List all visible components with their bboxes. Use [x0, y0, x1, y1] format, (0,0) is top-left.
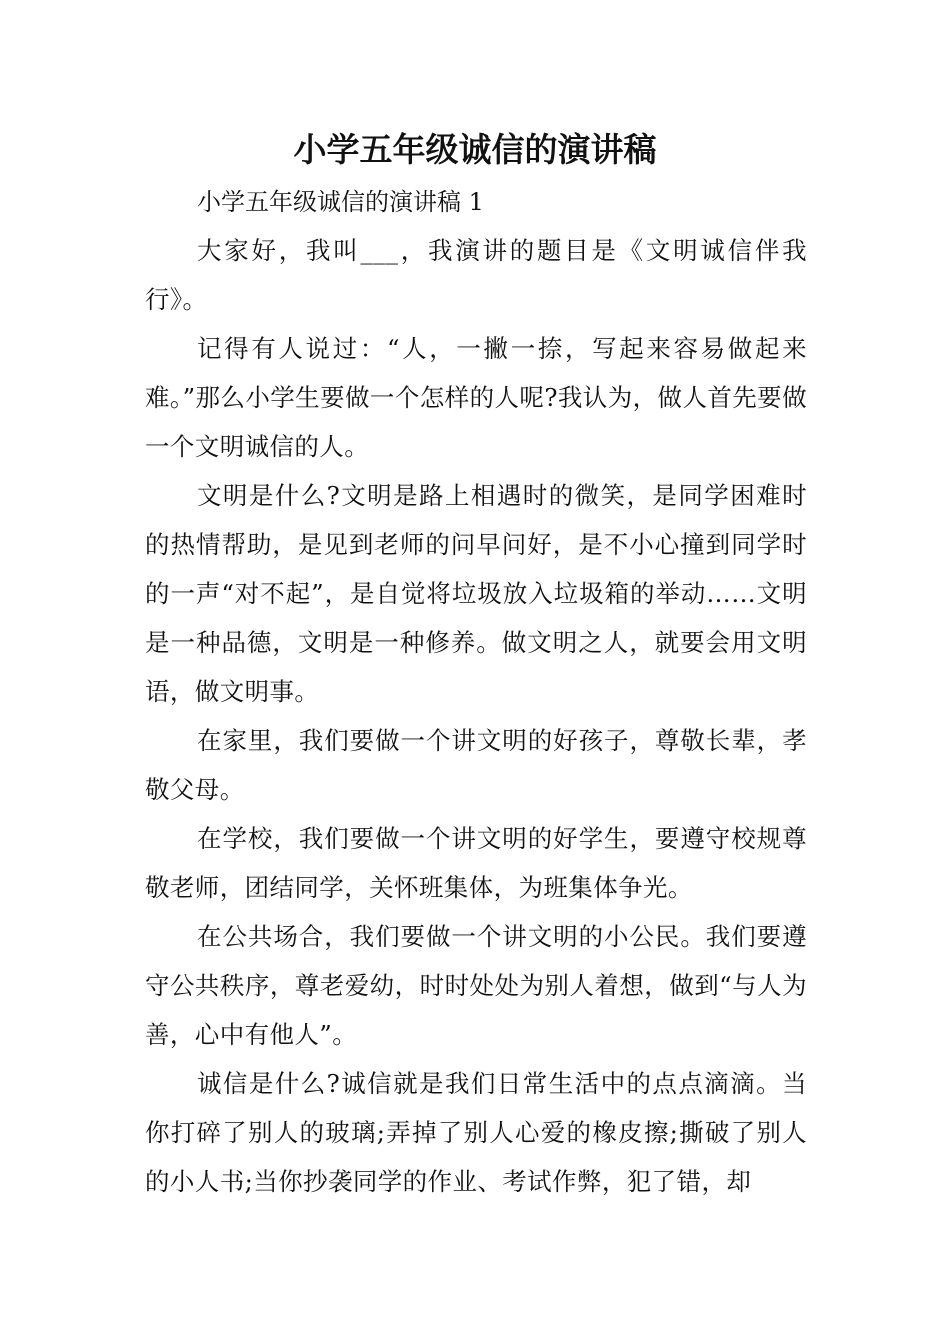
document-body — [145, 178, 807, 1206]
paragraph: 大家好，我叫___，我演讲的题目是《文明诚信伴我行》。 — [145, 236, 807, 314]
paragraph: 在公共场合，我们要做一个讲文明的小公民。我们要遵守公共秩序，尊老爱幼，时时处处为别人着想，做到“与人为善，心中有他人”。 — [145, 922, 807, 1049]
paragraph: 在家里，我们要做一个讲文明的好孩子，尊敬长辈，孝敬父母。 — [145, 726, 807, 804]
paragraph: 诚信是什么?诚信就是我们日常生活中的点点滴滴。当你打碎了别人的玻璃;弄掉了别人心爱的橡皮擦;撕破了别人的小人书;当你抄袭同学的作业、考试作弊，犯了错，却 — [145, 1069, 807, 1196]
document-subtitle: 小学五年级诚信的演讲稿 1 — [197, 188, 484, 216]
paragraph: 在学校，我们要做一个讲文明的好学生，要遵守校规尊敬老师，团结同学，关怀班集体，为班集体争光。 — [145, 824, 807, 902]
paragraph: 文明是什么?文明是路上相遇时的微笑，是同学困难时的热情帮助，是见到老师的问早问好，是不小心撞到同学时的一声“对不起”，是自觉将垃圾放入垃圾箱的举动……文明是一种品德，文明是一种修养。做文明之人，就要会用文明语，做文明事。 — [145, 481, 807, 706]
document-title: 小学五年级诚信的演讲稿 — [293, 130, 657, 169]
paragraph: 记得有人说过：“人，一撇一捺，写起来容易做起来难。”那么小学生要做一个怎样的人呢?我认为，做人首先要做一个文明诚信的人。 — [145, 334, 807, 461]
